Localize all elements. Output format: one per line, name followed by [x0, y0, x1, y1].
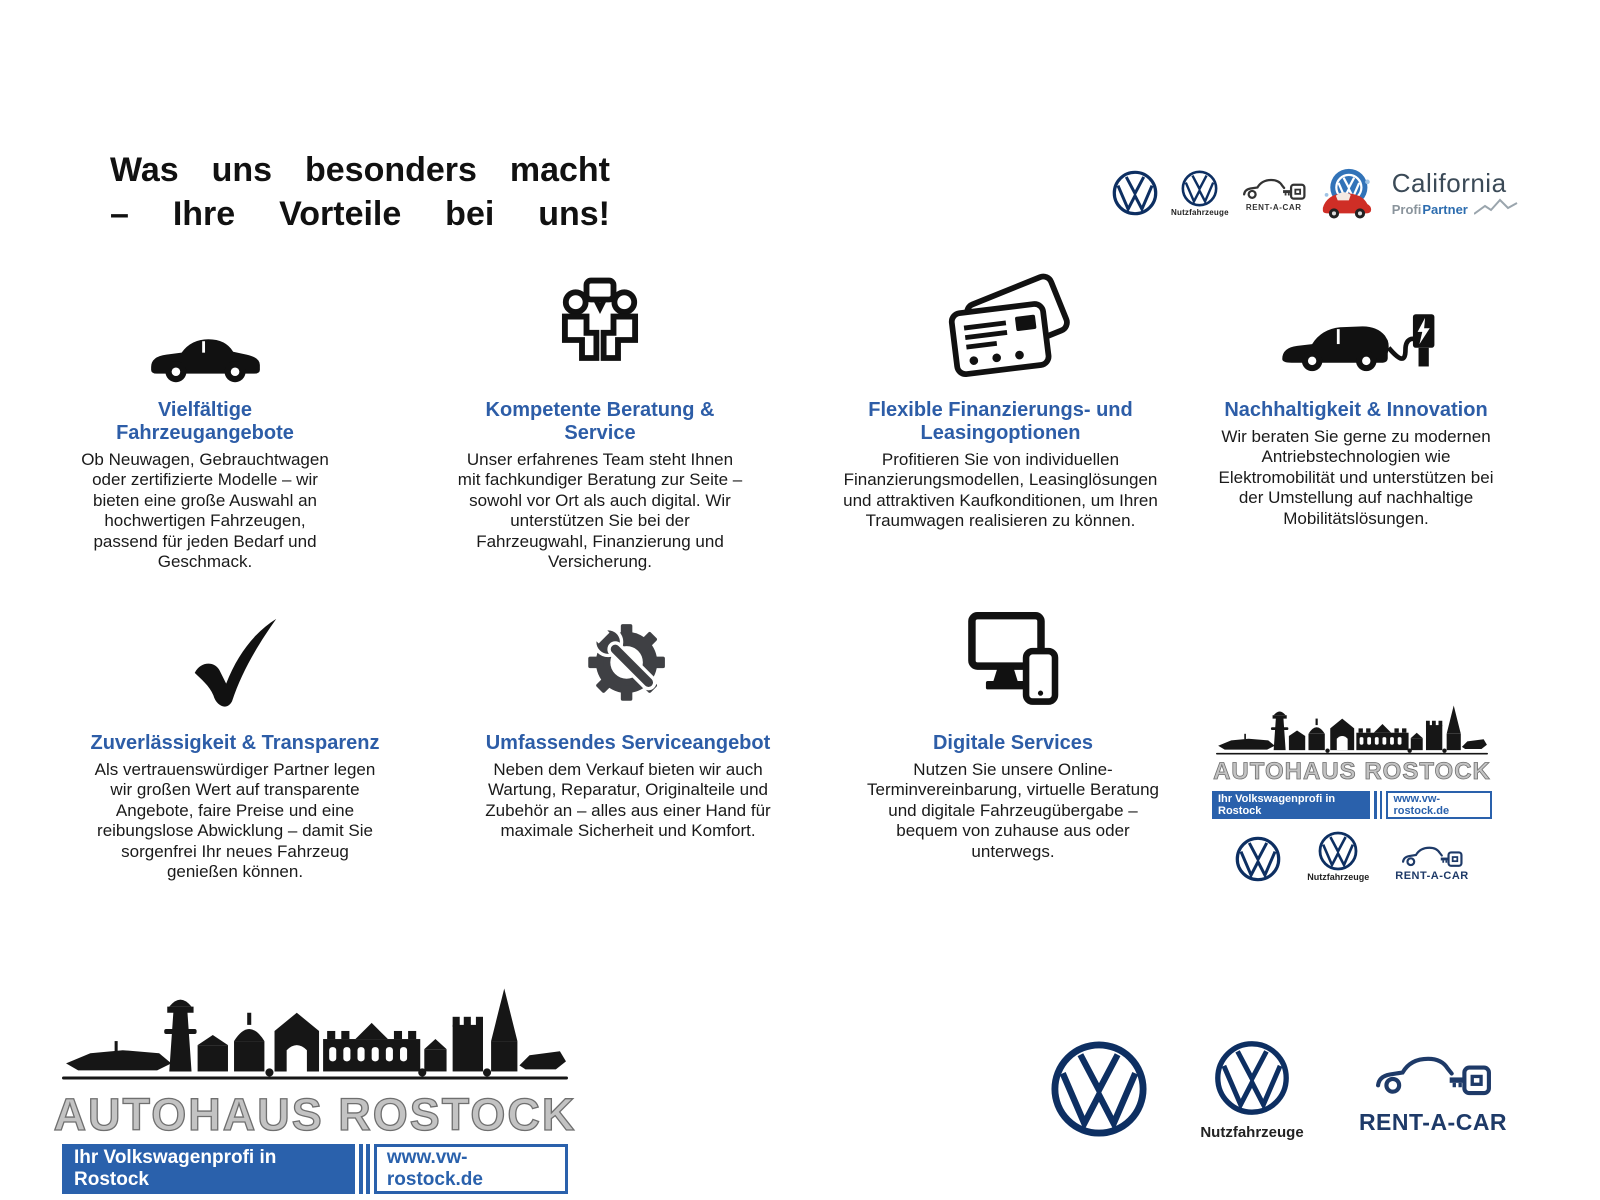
credit-cards-icon	[843, 265, 1158, 387]
rostock-skyline-icon	[1216, 700, 1488, 760]
banner-separator	[1374, 791, 1382, 819]
beetle-partner-logo	[1319, 167, 1375, 219]
benefit-heading: Kompetente Beratung & Service	[485, 399, 715, 444]
benefit-heading: Zuverlässigkeit & Transparenz	[90, 732, 380, 754]
vw-logo	[1112, 170, 1158, 216]
vw-icon	[1318, 831, 1358, 871]
vw-icon	[1050, 1040, 1148, 1138]
benefit-heading: Digitale Services	[932, 732, 1094, 754]
autohaus-brand-logos	[1235, 831, 1468, 882]
consultation-icon	[455, 265, 745, 387]
autohaus-tagline: Ihr Volkswagenprofi in Rostock	[1212, 791, 1370, 819]
vw-icon	[1214, 1040, 1290, 1116]
profi-label: Profi	[1391, 202, 1422, 217]
benefit-fahrzeugangebote	[70, 265, 340, 572]
page-title-line2: – Ihre Vorteile bei uns!	[110, 195, 610, 233]
rent-a-car-icon	[1401, 842, 1463, 869]
rent-a-car-icon	[1374, 1048, 1492, 1099]
benefit-heading: Nachhaltigkeit & Innovation	[1224, 399, 1488, 421]
rent-a-car-icon	[1242, 174, 1306, 202]
benefit-body: Nutzen Sie unsere Online-Terminvereinbarung, virtuelle Beratung und digitale Fahrzeugübergabe – bequem von zuhause aus oder unterwegs.	[867, 760, 1159, 861]
benefit-heading: Vielfältige Fahrzeugangebote	[116, 399, 294, 444]
vw-icon	[1235, 836, 1281, 882]
autohaus-website-link[interactable]: www.vw-rostock.de	[1386, 791, 1492, 819]
benefit-body: Ob Neuwagen, Gebrauchtwagen oder zertifizierte Modelle – wir bieten eine große Auswahl an hochwertigen Fahrzeugen, passend für jeden Bedarf und Geschmack.	[81, 450, 329, 571]
benefit-body: Profitieren Sie von individuellen Finanzierungsmodellen, Leasinglösungen und attraktiven Kaufkonditionen, um Ihren Traumwagen realisieren zu können.	[843, 450, 1158, 531]
vw-logo	[1050, 1040, 1148, 1138]
mountain-line-icon	[1474, 198, 1518, 216]
autohaus-banner	[62, 1144, 568, 1194]
page-title	[110, 148, 610, 236]
autohaus-banner	[1212, 791, 1492, 819]
rostock-skyline-icon	[62, 978, 568, 1090]
nutzfahrzeuge-label: Nutzfahrzeuge	[1200, 1124, 1304, 1141]
california-brand: California	[1391, 168, 1507, 198]
autohaus-website-link[interactable]: www.vw-rostock.de	[374, 1144, 568, 1194]
rent-a-car-logo	[1348, 1048, 1518, 1136]
benefit-body: Neben dem Verkauf bieten wir auch Wartung, Reparatur, Originalteile und Zubehör an – alles aus einer Hand für maximale Sicherheit und Komfort.	[485, 760, 771, 841]
autohaus-rostock-logo-large	[53, 978, 577, 1194]
nutzfahrzeuge-label: Nutzfahrzeuge	[1171, 207, 1229, 217]
banner-separator	[359, 1144, 370, 1194]
autohaus-rostock-logo-small	[1212, 700, 1492, 882]
rent-a-car-label: RENT-A-CAR	[1395, 870, 1469, 882]
benefit-heading: Umfassendes Serviceangebot	[485, 732, 771, 754]
nutzfahrzeuge-label: Nutzfahrzeuge	[1307, 872, 1370, 882]
benefit-heading: Flexible Finanzierungs- und Leasingoptionen	[868, 399, 1133, 444]
vw-nutzfahrzeuge-logo	[1171, 170, 1229, 217]
checkmark-icon	[85, 600, 385, 718]
benefit-beratung	[455, 265, 745, 572]
partner-label: Partner	[1422, 202, 1468, 217]
vw-nutzfahrzeuge-logo	[1307, 831, 1369, 882]
header-logo-row	[1112, 156, 1518, 230]
benefit-body: Wir beraten Sie gerne zu modernen Antriebstechnologien wie Elektromobilität und unterstützen bei der Umstellung auf nachhaltige Mobilitätslösungen.	[1218, 427, 1494, 528]
beetle-icon	[1319, 167, 1375, 219]
benefit-finanzierung	[843, 265, 1158, 532]
devices-icon	[863, 600, 1163, 718]
vw-icon	[1112, 170, 1158, 216]
autohaus-tagline: Ihr Volkswagenprofi in Rostock	[62, 1144, 355, 1194]
vw-icon	[1181, 170, 1218, 207]
car-icon	[70, 265, 340, 387]
rent-a-car-label: RENT-A-CAR	[1358, 1109, 1508, 1135]
service-icon	[473, 600, 783, 718]
autohaus-name: AUTOHAUS ROSTOCK	[1213, 758, 1491, 785]
page-title-line1: Was uns besonders macht	[110, 151, 610, 189]
benefit-body: Als vertrauenswürdiger Partner legen wir großen Wert auf transparente Angebote, faire Preise und eine reibungslose Abwicklung – damit Sie sorgenfrei Ihr neues Fahrzeug genießen können.	[94, 760, 376, 881]
rent-a-car-logo	[1395, 842, 1468, 882]
benefit-zuverlaessigkeit	[85, 600, 385, 882]
vw-nutzfahrzeuge-logo	[1192, 1040, 1312, 1141]
benefit-body: Unser erfahrenes Team steht Ihnen mit fachkundiger Beratung zur Seite – sowohl vor Ort als auch digital. Wir unterstützen Sie bei der Fahrzeugwahl, Finanzierung und Versicherung.	[457, 450, 743, 571]
california-profipartner-logo	[1392, 170, 1518, 216]
vw-logo	[1235, 836, 1281, 882]
rent-a-car-logo	[1242, 174, 1306, 212]
benefit-serviceangebot	[473, 600, 783, 842]
benefit-digitale-services	[863, 600, 1163, 862]
ev-charging-icon	[1210, 265, 1502, 387]
benefit-nachhaltigkeit	[1210, 265, 1502, 529]
rent-a-car-label: RENT-A-CAR	[1245, 203, 1302, 212]
autohaus-name: AUTOHAUS ROSTOCK	[53, 1089, 577, 1140]
